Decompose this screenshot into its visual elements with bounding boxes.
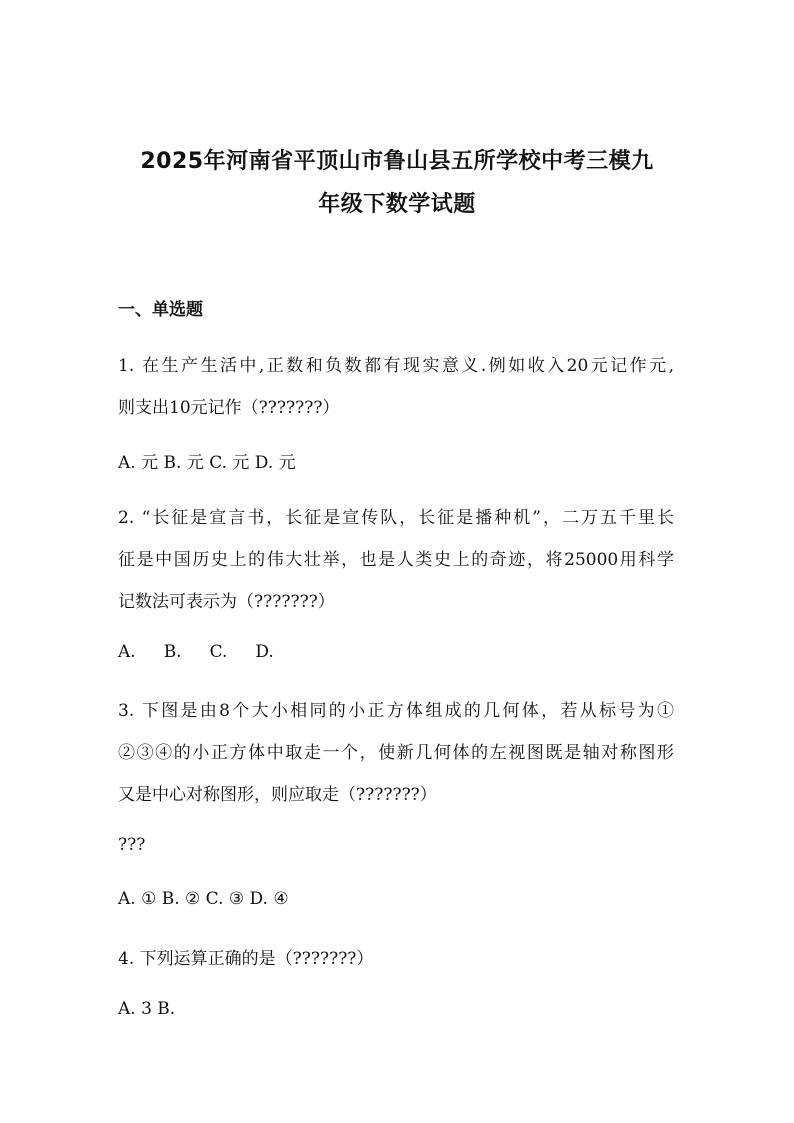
question-2-line-3: 记数法可表示为（???????）: [118, 592, 335, 612]
option-a: A.: [118, 642, 136, 662]
document-title-line-1: 2025年河南省平顶山市鲁山县五所学校中考三模九: [140, 149, 654, 174]
question-1-line-1: 1. 在生产生活中,正数和负数都有现实意义.例如收入20元记作元,: [118, 356, 674, 376]
section-heading: 一、单选题: [118, 300, 203, 320]
question-3-line-2: ②③④的小正方体中取走一个，使新几何体的左视图既是轴对称图形: [118, 743, 674, 763]
question-4-line-1: 4. 下列运算正确的是（???????）: [118, 949, 374, 969]
option-b: B.: [163, 642, 182, 662]
document-title-line-2: 年级下数学试题: [318, 192, 476, 217]
question-4-options: A. 3 B.: [118, 999, 176, 1019]
question-3-options: A. ① B. ② C. ③ D. ④: [118, 889, 289, 909]
question-1-options: A. 元 B. 元 C. 元 D. 元: [118, 453, 296, 473]
question-2-options: [118, 642, 274, 662]
question-2-line-1: 2. “长征是宣言书，长征是宣传队，长征是播种机”，二万五千里长: [118, 508, 674, 528]
question-3-line-1: 3. 下图是由8个大小相同的小正方体组成的几何体，若从标号为①: [118, 701, 674, 721]
option-d: D.: [255, 642, 274, 662]
option-c: C.: [209, 642, 228, 662]
figure-placeholder: ???: [118, 835, 146, 855]
question-1-line-2: 则支出10元记作（???????）: [118, 398, 340, 418]
question-2-line-2: 征是中国历史上的伟大壮举，也是人类史上的奇迹，将25000用科学: [118, 550, 674, 570]
question-3-line-3: 又是中心对称图形，则应取走（???????）: [118, 785, 437, 805]
